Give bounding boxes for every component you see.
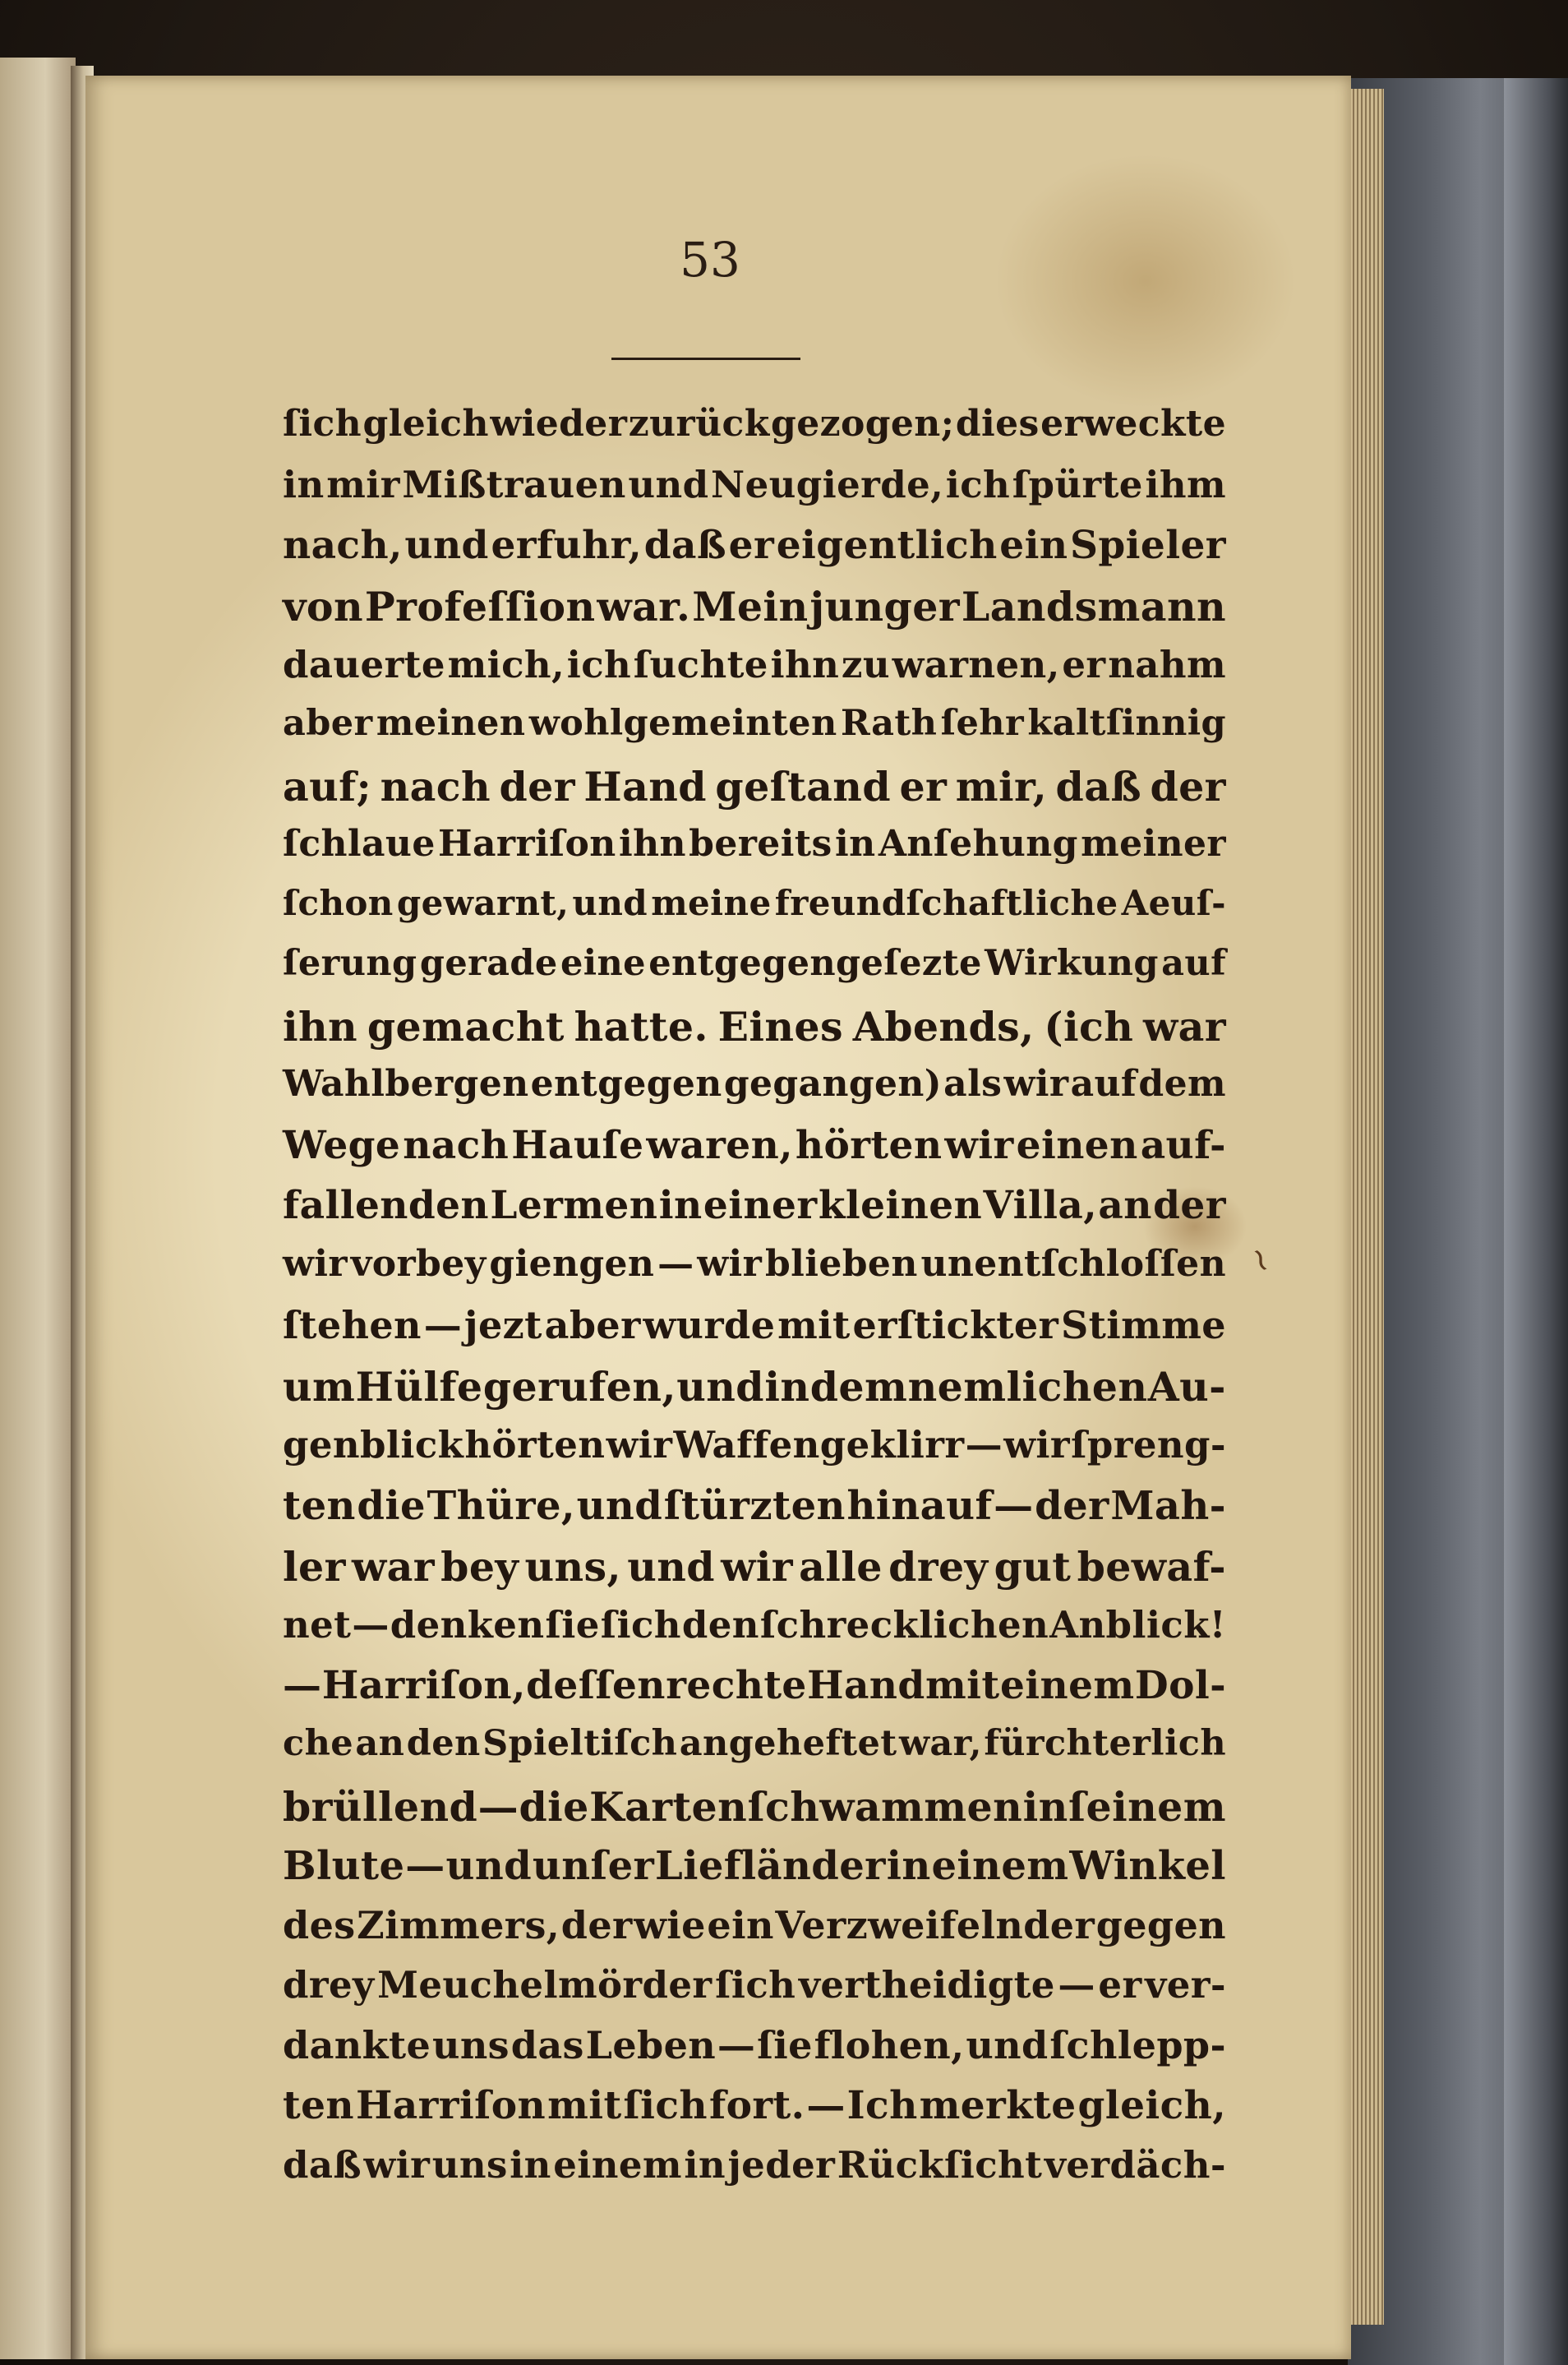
text-word: Lermen bbox=[490, 1183, 658, 1228]
text-word: drey bbox=[888, 1543, 989, 1591]
text-word: ſtürzten bbox=[663, 1483, 846, 1529]
text-word: auf; bbox=[283, 763, 372, 811]
text-word: ſich bbox=[283, 403, 362, 445]
text-word: — bbox=[405, 1843, 445, 1889]
text-line bbox=[283, 523, 1226, 583]
text-line bbox=[283, 1243, 1226, 1303]
text-word: mit bbox=[777, 1303, 851, 1347]
text-word: hatte. bbox=[574, 1003, 708, 1051]
text-line bbox=[283, 763, 1226, 823]
text-word: Hand bbox=[807, 1663, 925, 1708]
text-word: die bbox=[519, 1783, 589, 1831]
text-word: einen bbox=[1016, 1123, 1138, 1168]
text-word: erweckte bbox=[1040, 403, 1226, 445]
text-word: Profeſſion bbox=[364, 583, 596, 631]
text-word: ten bbox=[283, 1483, 356, 1529]
text-word: gerufen, bbox=[482, 1363, 676, 1411]
text-word: — bbox=[965, 1423, 1003, 1467]
book-cover-edge bbox=[1504, 78, 1568, 2365]
text-word: Spieler bbox=[1070, 523, 1226, 568]
text-word: Hauſe bbox=[511, 1123, 644, 1168]
text-word: ſpürte bbox=[1012, 463, 1143, 506]
text-word: Thüre, bbox=[427, 1483, 576, 1529]
text-line bbox=[283, 1363, 1226, 1423]
text-word: dem bbox=[809, 1363, 908, 1411]
text-word: Harriſon, bbox=[321, 1663, 526, 1708]
text-word: nahm bbox=[1108, 643, 1226, 686]
text-line bbox=[283, 463, 1226, 523]
text-word: wir bbox=[363, 2143, 431, 2187]
text-word: wir bbox=[721, 1543, 793, 1591]
text-word: gewarnt, bbox=[396, 883, 570, 923]
text-word: warnen, bbox=[892, 643, 1060, 686]
text-word: auf bbox=[1070, 1063, 1137, 1105]
text-word: Liefländer bbox=[655, 1843, 886, 1889]
text-line bbox=[283, 2143, 1226, 2203]
text-word: er bbox=[899, 763, 948, 811]
text-line bbox=[283, 1783, 1226, 1843]
text-word: an bbox=[355, 1723, 405, 1764]
text-word: meiner bbox=[1081, 823, 1226, 865]
text-word: mit bbox=[925, 1663, 1000, 1708]
text-word: und bbox=[966, 2023, 1049, 2067]
text-word: an bbox=[1098, 1183, 1152, 1228]
text-word: in bbox=[684, 2143, 726, 2187]
text-word: und bbox=[445, 1843, 533, 1889]
text-word: Abends, bbox=[852, 1003, 1035, 1051]
text-line bbox=[283, 1183, 1226, 1243]
text-word: — bbox=[994, 1483, 1034, 1529]
text-word: unentſchloſſen bbox=[920, 1243, 1226, 1285]
text-word: ein bbox=[999, 523, 1068, 568]
text-word: dankte bbox=[283, 2023, 431, 2067]
text-word: angeheftet bbox=[679, 1723, 897, 1764]
text-word: daß bbox=[283, 2143, 362, 2187]
text-word: (ich bbox=[1044, 1003, 1134, 1051]
text-word: Landsmann bbox=[961, 583, 1226, 631]
text-word: nemlichen bbox=[907, 1363, 1148, 1411]
left-page-edge bbox=[0, 58, 76, 2359]
text-word: jeder bbox=[727, 2143, 836, 2187]
text-line bbox=[283, 1003, 1226, 1063]
text-word: gegen bbox=[1095, 1903, 1226, 1947]
text-line bbox=[283, 1963, 1226, 2023]
text-line bbox=[283, 1303, 1226, 1363]
text-word: Au- bbox=[1147, 1363, 1226, 1411]
text-word: hinauf bbox=[846, 1483, 993, 1529]
text-word: daß bbox=[1055, 763, 1141, 811]
text-word: wir bbox=[606, 1423, 673, 1467]
text-word: gemacht bbox=[367, 1003, 565, 1051]
text-word: Mah- bbox=[1110, 1483, 1226, 1529]
text-word: wir bbox=[1003, 1063, 1069, 1105]
text-word: Eines bbox=[717, 1003, 843, 1051]
text-word: ſchon bbox=[283, 883, 394, 923]
text-word: Rückſicht bbox=[837, 2143, 1043, 2187]
text-word: wir bbox=[1003, 1423, 1070, 1467]
text-word: Wege bbox=[283, 1123, 401, 1168]
text-word: genblick bbox=[283, 1423, 464, 1467]
text-word: entgegen bbox=[530, 1063, 722, 1105]
text-word: wohlgemeinten bbox=[528, 703, 837, 744]
text-word: — bbox=[1058, 1963, 1095, 2007]
text-line bbox=[283, 1843, 1226, 1903]
text-word: Leben bbox=[585, 2023, 717, 2067]
text-word: in bbox=[283, 463, 325, 506]
text-word: Verzweifelnder bbox=[775, 1903, 1095, 1947]
text-word: ich bbox=[566, 643, 632, 686]
text-word: gut bbox=[994, 1543, 1072, 1591]
text-word: der bbox=[560, 1903, 633, 1947]
text-word: ſchlaue bbox=[283, 823, 436, 865]
text-word: bey bbox=[440, 1543, 519, 1591]
text-word: waren, bbox=[646, 1123, 793, 1168]
text-word: Ich bbox=[846, 2083, 918, 2128]
text-word: erfuhr, bbox=[491, 523, 643, 568]
text-word: der bbox=[499, 763, 575, 811]
text-word: war. bbox=[597, 583, 691, 631]
text-word: Rath bbox=[840, 703, 938, 744]
text-word: ver- bbox=[1145, 1963, 1226, 2007]
text-word: in bbox=[658, 1183, 703, 1228]
text-word: nach bbox=[403, 1123, 510, 1168]
text-word: kleinen bbox=[818, 1183, 983, 1228]
text-word: dem bbox=[1138, 1063, 1226, 1105]
text-word: — bbox=[283, 1663, 322, 1708]
text-word: jezt bbox=[463, 1303, 542, 1347]
text-word: meinen bbox=[376, 703, 526, 744]
text-word: denken bbox=[390, 1603, 545, 1647]
text-word: dies bbox=[955, 403, 1040, 445]
text-word: Mißtrauen bbox=[402, 463, 626, 506]
text-word: Spieltiſch bbox=[482, 1723, 678, 1764]
text-word: Harriſon bbox=[355, 2083, 546, 2128]
text-word: deſſen bbox=[526, 1663, 666, 1708]
text-line bbox=[283, 823, 1226, 883]
text-word: che bbox=[283, 1723, 354, 1764]
text-word: gerade bbox=[419, 943, 558, 984]
text-word: des bbox=[283, 1903, 356, 1947]
text-word: kaltſinnig bbox=[1027, 703, 1226, 744]
text-line bbox=[283, 1663, 1226, 1723]
text-word: fürchterlich bbox=[984, 1723, 1226, 1764]
text-word: in bbox=[835, 823, 876, 865]
text-word: ihn bbox=[618, 823, 686, 865]
text-word: Hand bbox=[583, 763, 707, 811]
text-line bbox=[283, 1723, 1226, 1783]
text-word: einer bbox=[703, 1183, 818, 1228]
text-word: einem bbox=[553, 2143, 682, 2187]
text-word: drey bbox=[283, 1963, 375, 2007]
text-word: daß bbox=[643, 523, 727, 568]
text-word: auf bbox=[1161, 943, 1226, 984]
text-word: als bbox=[943, 1063, 1003, 1105]
text-word: Blute bbox=[283, 1843, 405, 1889]
text-word: entgegengeſezte bbox=[648, 943, 982, 984]
text-word: ich bbox=[945, 463, 1011, 506]
text-word: ſpreng- bbox=[1071, 1423, 1226, 1467]
text-word: Dol- bbox=[1134, 1663, 1226, 1708]
text-word: das bbox=[510, 2023, 584, 2067]
text-word: vorbey bbox=[350, 1243, 487, 1285]
text-word: und bbox=[676, 1363, 764, 1411]
book-page bbox=[85, 76, 1351, 2359]
text-word: ſuchte bbox=[633, 643, 768, 686]
text-word: ſich bbox=[600, 1603, 681, 1647]
text-word: Hülfe bbox=[355, 1363, 483, 1411]
text-word: eigentlich bbox=[776, 523, 998, 568]
text-word: wir bbox=[283, 1243, 348, 1285]
text-word: und bbox=[628, 463, 709, 506]
text-word: alle bbox=[799, 1543, 883, 1591]
text-word: Winkel bbox=[1069, 1843, 1226, 1889]
text-word: wir bbox=[697, 1243, 763, 1285]
text-word: hörten bbox=[795, 1123, 943, 1168]
text-line bbox=[283, 1063, 1226, 1123]
text-line bbox=[283, 583, 1226, 643]
text-word: eine bbox=[560, 943, 646, 984]
text-word: meine bbox=[651, 883, 772, 923]
text-word: der bbox=[1035, 1483, 1109, 1529]
text-word: Neugierde, bbox=[711, 463, 944, 506]
text-word: Villa, bbox=[983, 1183, 1097, 1228]
text-line bbox=[283, 943, 1226, 1003]
text-word: erſtickter bbox=[852, 1303, 1059, 1347]
text-word: ſchwammen bbox=[747, 1783, 1023, 1831]
text-line bbox=[283, 703, 1226, 763]
text-word: — bbox=[806, 2083, 846, 2128]
text-word: ihm bbox=[1145, 463, 1226, 506]
text-word: ſeinem bbox=[1068, 1783, 1226, 1831]
text-word: bereits bbox=[689, 823, 832, 865]
text-word: wurde bbox=[643, 1303, 776, 1347]
text-word: brüllend bbox=[283, 1783, 478, 1831]
text-word: geſtand bbox=[715, 763, 891, 811]
text-word: fort. bbox=[708, 2083, 805, 2128]
text-word: gegangen) bbox=[723, 1063, 943, 1105]
text-line bbox=[283, 2083, 1226, 2143]
text-word: von bbox=[283, 583, 363, 631]
text-word: wir bbox=[944, 1123, 1014, 1168]
text-word: fallenden bbox=[283, 1183, 489, 1228]
text-word: war bbox=[352, 1543, 435, 1591]
text-word: flohen, bbox=[814, 2023, 965, 2067]
text-word: der bbox=[1153, 1183, 1226, 1228]
text-word: in bbox=[1022, 1783, 1068, 1831]
text-line bbox=[283, 1423, 1226, 1483]
text-word: nach, bbox=[283, 523, 403, 568]
text-word: der bbox=[1150, 763, 1226, 811]
text-word: ihn bbox=[283, 1003, 358, 1051]
text-word: wie bbox=[634, 1903, 706, 1947]
text-word: gleich, bbox=[1077, 2083, 1226, 2128]
text-word: ten bbox=[283, 2083, 354, 2128]
text-word: blieben bbox=[764, 1243, 918, 1285]
text-word: Anſehung bbox=[878, 823, 1078, 865]
text-word: Harriſon bbox=[438, 823, 616, 865]
text-word: Meuchelmörder bbox=[377, 1963, 713, 2007]
text-word: mich, bbox=[447, 643, 565, 686]
text-word: Zimmers, bbox=[357, 1903, 560, 1947]
text-word: nach bbox=[380, 763, 491, 811]
text-word: er bbox=[728, 523, 775, 568]
text-word: — bbox=[477, 1783, 519, 1831]
text-word: gezogen; bbox=[771, 403, 955, 445]
text-word: ihn bbox=[770, 643, 840, 686]
text-word: mir, bbox=[955, 763, 1048, 811]
text-word: einem bbox=[999, 1663, 1135, 1708]
text-word: rechte bbox=[666, 1663, 807, 1708]
ink-stain: ≀ bbox=[1247, 1240, 1273, 1280]
text-word: Stimme bbox=[1061, 1303, 1226, 1347]
text-line bbox=[283, 883, 1226, 943]
text-word: uns bbox=[431, 2143, 508, 2187]
text-word: junger bbox=[809, 583, 960, 631]
text-word: dauerte bbox=[283, 643, 445, 686]
text-word: aber bbox=[283, 703, 373, 744]
page-number: 53 bbox=[680, 232, 740, 288]
text-word: zu bbox=[841, 643, 890, 686]
text-line bbox=[283, 403, 1226, 463]
text-word: Anblick! bbox=[1049, 1603, 1226, 1647]
text-word: ſich bbox=[623, 2083, 708, 2128]
text-word: ſie bbox=[757, 2023, 813, 2067]
text-word: zurück bbox=[628, 403, 770, 445]
text-word: ſchrecklichen bbox=[759, 1603, 1049, 1647]
text-word: freundſchaftliche bbox=[774, 883, 1118, 923]
text-word: und bbox=[576, 1483, 663, 1529]
text-word: uns, bbox=[524, 1543, 621, 1591]
text-word: ſehr bbox=[940, 703, 1025, 744]
text-word: Mein bbox=[692, 583, 809, 631]
text-word: Waffengeklirr bbox=[673, 1423, 965, 1467]
text-word: — bbox=[657, 1243, 694, 1285]
text-word: net bbox=[283, 1603, 352, 1647]
text-word: in bbox=[764, 1363, 810, 1411]
text-word: — bbox=[423, 1303, 463, 1347]
text-word: war bbox=[1143, 1003, 1226, 1051]
text-word: er bbox=[1062, 643, 1106, 686]
text-word: Aeuſ- bbox=[1121, 883, 1226, 923]
text-word: ſerung bbox=[283, 943, 417, 984]
text-word: ſie bbox=[545, 1603, 600, 1647]
page-text bbox=[283, 403, 1226, 2203]
text-word: bewaf- bbox=[1077, 1543, 1226, 1591]
text-line bbox=[283, 1123, 1226, 1183]
text-word: — bbox=[717, 2023, 756, 2067]
text-word: war, bbox=[898, 1723, 982, 1764]
text-word: um bbox=[283, 1363, 356, 1411]
text-word: ſtehen bbox=[283, 1303, 422, 1347]
text-word: den bbox=[681, 1603, 759, 1647]
text-word: in bbox=[510, 2143, 551, 2187]
text-word: in bbox=[886, 1843, 931, 1889]
text-word: merkte bbox=[919, 2083, 1077, 2128]
text-word: Karten bbox=[589, 1783, 748, 1831]
text-word: — bbox=[352, 1603, 390, 1647]
text-word: ſchlepp- bbox=[1049, 2023, 1226, 2067]
text-word: unſer bbox=[532, 1843, 655, 1889]
text-line bbox=[283, 1483, 1226, 1543]
text-word: giengen bbox=[489, 1243, 655, 1285]
text-line bbox=[283, 1603, 1226, 1663]
text-word: vertheidigte bbox=[798, 1963, 1055, 2007]
text-word: aber bbox=[544, 1303, 641, 1347]
text-word: die bbox=[357, 1483, 426, 1529]
text-word: Wirkung bbox=[985, 943, 1159, 984]
text-word: ſich bbox=[715, 1963, 796, 2007]
text-word: einem bbox=[931, 1843, 1069, 1889]
text-line bbox=[283, 2023, 1226, 2083]
text-word: ein bbox=[707, 1903, 774, 1947]
text-word: er bbox=[1098, 1963, 1142, 2007]
text-line bbox=[283, 1543, 1226, 1603]
text-line bbox=[283, 1903, 1226, 1963]
text-word: und bbox=[627, 1543, 715, 1591]
text-word: und bbox=[404, 523, 489, 568]
text-word: gleich bbox=[362, 403, 489, 445]
text-word: verdäch- bbox=[1044, 2143, 1226, 2187]
text-line bbox=[283, 643, 1226, 703]
text-word: Wahlbergen bbox=[283, 1063, 529, 1105]
text-word: mir bbox=[326, 463, 400, 506]
text-word: und bbox=[572, 883, 648, 923]
text-word: auf- bbox=[1140, 1123, 1226, 1168]
text-word: wieder bbox=[490, 403, 628, 445]
text-word: mit bbox=[547, 2083, 622, 2128]
text-word: den bbox=[406, 1723, 481, 1764]
page-number-rule bbox=[611, 358, 800, 360]
text-word: uns bbox=[431, 2023, 510, 2067]
text-word: ler bbox=[283, 1543, 346, 1591]
text-word: hörten bbox=[464, 1423, 606, 1467]
